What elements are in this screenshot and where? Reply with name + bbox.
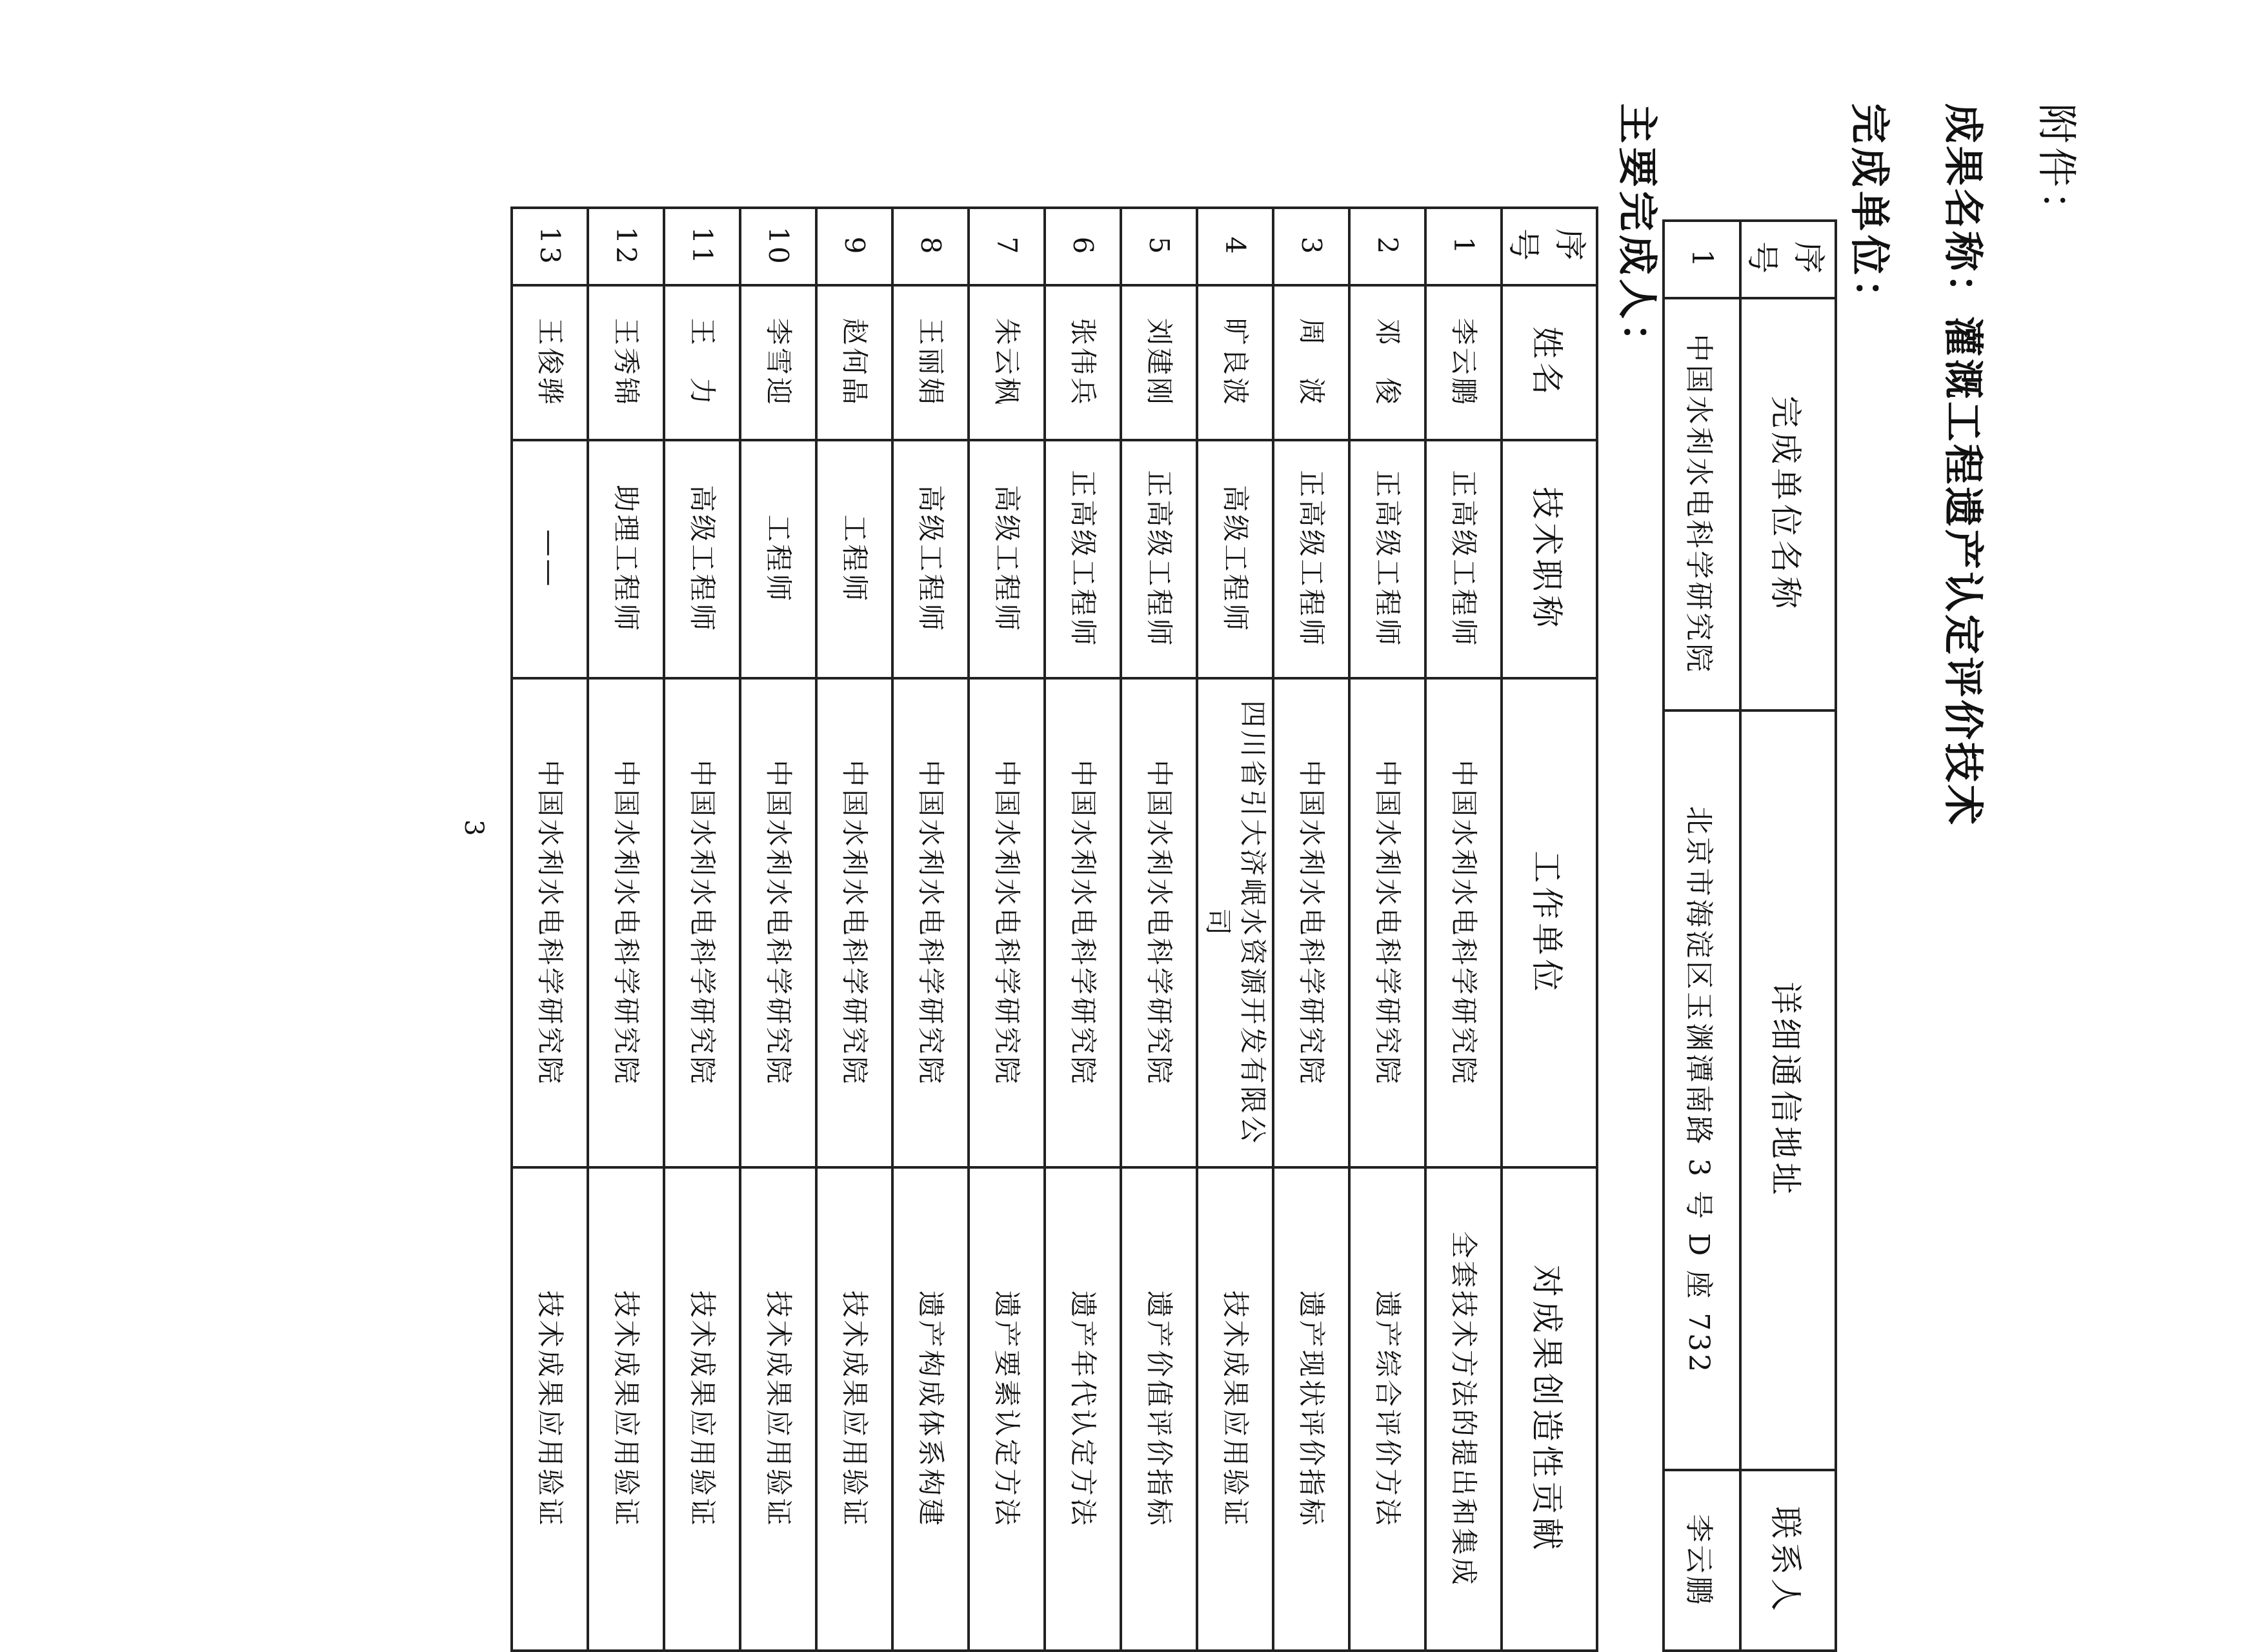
- person-work-unit: 中国水利水电科学研究院: [892, 678, 969, 1167]
- person-title: 高级工程师: [969, 440, 1045, 678]
- table-row: [1045, 208, 1121, 1651]
- units-table: [1662, 219, 1837, 1652]
- person-work-unit: 中国水利水电科学研究院: [588, 678, 664, 1167]
- person-contribution: 遗产价值评价指标: [1121, 1167, 1197, 1651]
- person-contribution: 技术成果应用验证: [1197, 1167, 1273, 1651]
- person-work-unit: 中国水利水电科学研究院: [1121, 678, 1197, 1167]
- person-title: 高级工程师: [664, 440, 740, 678]
- person-work-unit: 中国水利水电科学研究院: [740, 678, 816, 1167]
- persons-table: [510, 206, 1598, 1652]
- persons-header-title: 技术职称: [1502, 440, 1597, 678]
- person-contribution: 遗产现状评价指标: [1273, 1167, 1349, 1651]
- person-name: 周 波: [1273, 285, 1349, 440]
- units-header-contact: 联系人: [1740, 1470, 1836, 1651]
- person-name: 王秀锦: [588, 285, 664, 440]
- person-contribution: 全套技术方法的提出和集成: [1425, 1167, 1502, 1651]
- page-number: 3: [459, 820, 488, 836]
- person-name: 赵何晶: [816, 285, 892, 440]
- person-no: 6: [1045, 208, 1121, 285]
- units-table-header-row: [1740, 221, 1836, 1651]
- units-cell-contact: 李云鹏: [1664, 1470, 1740, 1651]
- person-title: 高级工程师: [892, 440, 969, 678]
- table-row: [1197, 208, 1273, 1651]
- persons-table-header-row: [1502, 208, 1597, 1651]
- person-work-unit: 中国水利水电科学研究院: [1349, 678, 1425, 1167]
- person-no: 5: [1121, 208, 1197, 285]
- person-work-unit: 中国水利水电科学研究院: [664, 678, 740, 1167]
- person-contribution: 遗产综合评价方法: [1349, 1167, 1425, 1651]
- units-cell-address: 北京市海淀区玉渊潭南路 3 号 D 座 732: [1664, 710, 1740, 1471]
- person-no: 1: [1425, 208, 1502, 285]
- person-no: 13: [512, 208, 588, 285]
- person-name: 李雪迎: [740, 285, 816, 440]
- person-contribution: 技术成果应用验证: [664, 1167, 740, 1651]
- table-row: [969, 208, 1045, 1651]
- person-contribution: 技术成果应用验证: [740, 1167, 816, 1651]
- person-no: 8: [892, 208, 969, 285]
- units-cell-unit: 中国水利水电科学研究院: [1664, 298, 1740, 710]
- person-no: 3: [1273, 208, 1349, 285]
- achievement-title-label: 成果名称：: [1940, 103, 1987, 317]
- person-title: 工程师: [740, 440, 816, 678]
- person-title: 正高级工程师: [1121, 440, 1197, 678]
- person-title: 助理工程师: [588, 440, 664, 678]
- person-no: 10: [740, 208, 816, 285]
- units-header-no: 序号: [1740, 221, 1836, 298]
- achievement-title: [1938, 103, 1995, 827]
- persons-header-contribution: 对成果创造性贡献: [1502, 1167, 1597, 1651]
- person-name: 邓 俊: [1349, 285, 1425, 440]
- units-heading: 完成单位：: [1846, 103, 1893, 323]
- units-header-unit: 完成单位名称: [1740, 298, 1836, 710]
- person-work-unit: 中国水利水电科学研究院: [969, 678, 1045, 1167]
- person-work-unit: 中国水利水电科学研究院: [1045, 678, 1121, 1167]
- table-row: [664, 208, 740, 1651]
- person-title: 高级工程师: [1197, 440, 1273, 678]
- person-no: 11: [664, 208, 740, 285]
- person-name: 李云鹏: [1425, 285, 1502, 440]
- table-row: [1121, 208, 1197, 1651]
- achievement-title-value: 灌溉工程遗产认定评价技术: [1940, 316, 1987, 828]
- person-no: 12: [588, 208, 664, 285]
- persons-header-no: 序号: [1502, 208, 1597, 285]
- person-work-unit: 中国水利水电科学研究院: [1425, 678, 1502, 1167]
- table-row: [740, 208, 816, 1651]
- table-row: [1273, 208, 1349, 1651]
- table-row: [1425, 208, 1502, 1651]
- person-contribution: 遗产年代认定方法: [1045, 1167, 1121, 1651]
- persons-heading: 主要完成人：: [1614, 103, 1661, 367]
- person-contribution: 遗产构成体系构建: [892, 1167, 969, 1651]
- person-work-unit: 四川省引大济岷水资源开发有限公司: [1197, 678, 1273, 1167]
- person-contribution: 技术成果应用验证: [816, 1167, 892, 1651]
- person-name: 张伟兵: [1045, 285, 1121, 440]
- table-row: [512, 208, 588, 1651]
- person-name: 刘建刚: [1121, 285, 1197, 440]
- units-header-address: 详细通信地址: [1740, 710, 1836, 1471]
- person-name: 旷良波: [1197, 285, 1273, 440]
- table-row: [588, 208, 664, 1651]
- person-name: 王俊骅: [512, 285, 588, 440]
- person-work-unit: 中国水利水电科学研究院: [512, 678, 588, 1167]
- person-no: 7: [969, 208, 1045, 285]
- table-row: [816, 208, 892, 1651]
- persons-header-name: 姓名: [1502, 285, 1597, 440]
- person-contribution: 遗产要素认定方法: [969, 1167, 1045, 1651]
- units-cell-no: 1: [1664, 221, 1740, 298]
- person-contribution: 技术成果应用验证: [588, 1167, 664, 1651]
- person-work-unit: 中国水利水电科学研究院: [816, 678, 892, 1167]
- person-title: 工程师: [816, 440, 892, 678]
- person-title: ——: [512, 440, 588, 678]
- person-title: 正高级工程师: [1349, 440, 1425, 678]
- person-no: 4: [1197, 208, 1273, 285]
- person-no: 9: [816, 208, 892, 285]
- attachment-label: 附件：: [2033, 103, 2080, 236]
- person-title: 正高级工程师: [1273, 440, 1349, 678]
- person-work-unit: 中国水利水电科学研究院: [1273, 678, 1349, 1167]
- table-row: [1349, 208, 1425, 1651]
- table-row: [892, 208, 969, 1651]
- persons-header-work-unit: 工作单位: [1502, 678, 1597, 1167]
- person-no: 2: [1349, 208, 1425, 285]
- person-title: 正高级工程师: [1045, 440, 1121, 678]
- person-name: 朱云枫: [969, 285, 1045, 440]
- person-name: 王丽娟: [892, 285, 969, 440]
- person-contribution: 技术成果应用验证: [512, 1167, 588, 1651]
- table-row: [1664, 221, 1740, 1651]
- person-title: 正高级工程师: [1425, 440, 1502, 678]
- person-name: 王 力: [664, 285, 740, 440]
